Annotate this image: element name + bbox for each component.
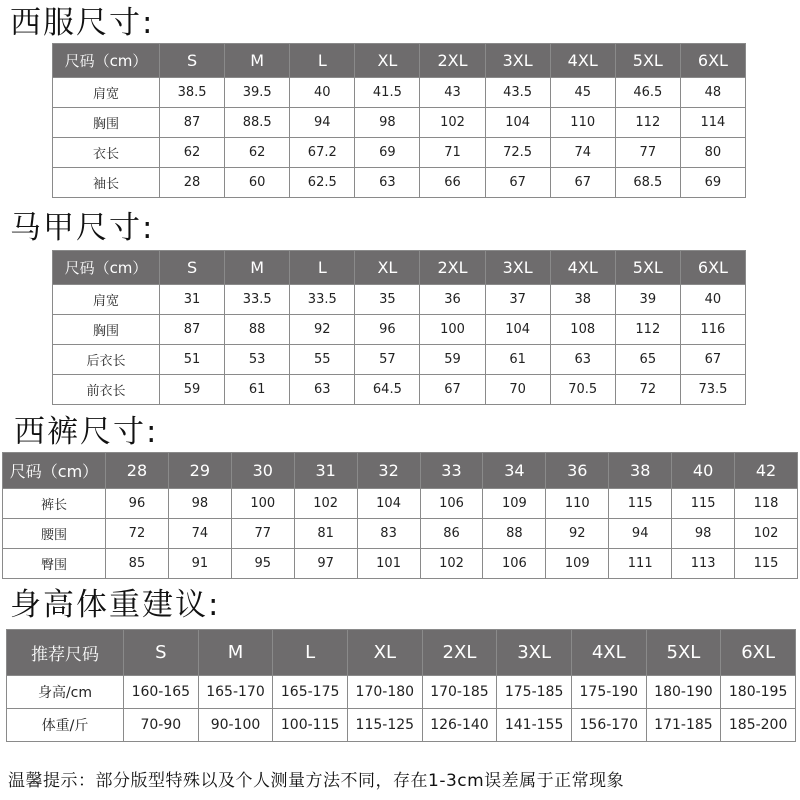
table-cell: 35 [355,285,420,315]
column-header: 4XL [550,44,615,78]
column-header: L [290,251,355,285]
table-cell: 87 [160,108,225,138]
table-cell: 72 [615,375,680,405]
table-row [53,138,746,168]
column-header: XL [347,630,422,676]
table-cell: 98 [672,519,735,549]
table-cell: 114 [680,108,745,138]
table-cell: 95 [231,549,294,579]
table-row [3,519,798,549]
table-cell: 175-185 [497,676,572,709]
table-cell: 48 [680,78,745,108]
table-cell: 88 [483,519,546,549]
table-cell: 102 [735,519,798,549]
table-cell: 62.5 [290,168,355,198]
column-header: 42 [735,453,798,489]
table-cell: 104 [485,108,550,138]
table-cell: 156-170 [571,709,646,742]
table-cell: 61 [225,375,290,405]
table-row [53,375,746,405]
table-header-row [53,251,746,285]
table-cell: 111 [609,549,672,579]
table-cell: 67 [550,168,615,198]
table-cell: 57 [355,345,420,375]
column-header: S [160,251,225,285]
row-label: 身高/cm [7,676,124,709]
table-cell: 100-115 [273,709,348,742]
table-cell: 38.5 [160,78,225,108]
table-cell: 90-100 [198,709,273,742]
table-cell: 71 [420,138,485,168]
table-cell: 94 [290,108,355,138]
table-cell: 73.5 [680,375,745,405]
column-header: S [124,630,199,676]
table-row [7,709,796,742]
table-cell: 108 [550,315,615,345]
column-header: 3XL [497,630,572,676]
table-cell: 113 [672,549,735,579]
table-cell: 104 [485,315,550,345]
table-row [53,108,746,138]
column-header: 34 [483,453,546,489]
table-cell: 45 [550,78,615,108]
row-label: 袖长 [53,168,160,198]
table-cell: 67.2 [290,138,355,168]
table-cell: 118 [735,489,798,519]
column-header: XL [355,251,420,285]
table-cell: 180-195 [721,676,796,709]
table-cell: 63 [290,375,355,405]
table-row [53,345,746,375]
table-cell: 112 [615,108,680,138]
column-header: 3XL [485,251,550,285]
table-cell: 102 [420,108,485,138]
table-corner-label: 尺码（cm） [53,251,160,285]
table-corner-label: 推荐尺码 [7,630,124,676]
table-cell: 102 [294,489,357,519]
row-label: 后衣长 [53,345,160,375]
table-cell: 62 [225,138,290,168]
table-corner-label: 尺码（cm） [3,453,106,489]
table-cell: 46.5 [615,78,680,108]
vest-size-title: 马甲尺寸: [10,210,155,246]
table-cell: 53 [225,345,290,375]
row-label: 胸围 [53,108,160,138]
row-label: 臀围 [3,549,106,579]
column-header: 3XL [485,44,550,78]
table-cell: 67 [680,345,745,375]
column-header: 5XL [615,251,680,285]
table-cell: 67 [420,375,485,405]
table-cell: 69 [355,138,420,168]
column-header: 5XL [615,44,680,78]
table-header-row [3,453,798,489]
table-cell: 74 [168,519,231,549]
table-cell: 104 [357,489,420,519]
table-cell: 115 [672,489,735,519]
jacket-size-table [52,43,746,198]
table-cell: 100 [231,489,294,519]
column-header: L [273,630,348,676]
table-cell: 109 [546,549,609,579]
column-header: S [160,44,225,78]
table-cell: 175-190 [571,676,646,709]
table-cell: 185-200 [721,709,796,742]
column-header: M [198,630,273,676]
table-cell: 70.5 [550,375,615,405]
table-cell: 171-185 [646,709,721,742]
table-cell: 115 [735,549,798,579]
table-cell: 96 [355,315,420,345]
column-header: 29 [168,453,231,489]
column-header: 4XL [571,630,646,676]
table-cell: 43.5 [485,78,550,108]
table-cell: 115-125 [347,709,422,742]
table-cell: 81 [294,519,357,549]
table-cell: 39.5 [225,78,290,108]
column-header: 2XL [420,44,485,78]
table-cell: 74 [550,138,615,168]
column-header: 40 [672,453,735,489]
table-cell: 72.5 [485,138,550,168]
table-cell: 62 [160,138,225,168]
table-cell: 85 [106,549,169,579]
table-cell: 36 [420,285,485,315]
table-cell: 165-170 [198,676,273,709]
table-cell: 67 [485,168,550,198]
table-cell: 28 [160,168,225,198]
table-cell: 65 [615,345,680,375]
column-header: 32 [357,453,420,489]
table-cell: 70-90 [124,709,199,742]
table-cell: 64.5 [355,375,420,405]
table-cell: 180-190 [646,676,721,709]
table-cell: 92 [290,315,355,345]
column-header: XL [355,44,420,78]
column-header: M [225,44,290,78]
pants-size-title: 西裤尺寸: [14,414,159,450]
recommendation-title: 身高体重建议: [10,587,221,623]
table-cell: 96 [106,489,169,519]
column-header: L [290,44,355,78]
table-cell: 72 [106,519,169,549]
table-cell: 88.5 [225,108,290,138]
table-cell: 98 [355,108,420,138]
row-label: 腰围 [3,519,106,549]
table-cell: 170-180 [347,676,422,709]
column-header: 30 [231,453,294,489]
table-cell: 69 [680,168,745,198]
table-cell: 115 [609,489,672,519]
column-header: 2XL [422,630,497,676]
table-cell: 98 [168,489,231,519]
table-cell: 88 [225,315,290,345]
row-label: 体重/斤 [7,709,124,742]
column-header: 28 [106,453,169,489]
table-header-row [7,630,796,676]
column-header: 6XL [680,251,745,285]
table-cell: 51 [160,345,225,375]
table-cell: 112 [615,315,680,345]
table-cell: 106 [483,549,546,579]
table-cell: 39 [615,285,680,315]
table-cell: 40 [680,285,745,315]
table-cell: 97 [294,549,357,579]
table-cell: 160-165 [124,676,199,709]
row-label: 衣长 [53,138,160,168]
column-header: 33 [420,453,483,489]
table-corner-label: 尺码（cm） [53,44,160,78]
table-cell: 80 [680,138,745,168]
table-cell: 92 [546,519,609,549]
table-cell: 31 [160,285,225,315]
table-cell: 59 [420,345,485,375]
table-cell: 87 [160,315,225,345]
table-cell: 61 [485,345,550,375]
table-cell: 68.5 [615,168,680,198]
row-label: 裤长 [3,489,106,519]
column-header: 36 [546,453,609,489]
table-cell: 102 [420,549,483,579]
table-row [53,285,746,315]
table-cell: 91 [168,549,231,579]
table-cell: 77 [231,519,294,549]
table-cell: 94 [609,519,672,549]
row-label: 胸围 [53,315,160,345]
table-cell: 106 [420,489,483,519]
tip-note: 温馨提示：部分版型特殊以及个人测量方法不同，存在1-3cm误差属于正常现象 [8,771,625,791]
table-row [3,489,798,519]
table-cell: 83 [357,519,420,549]
pants-size-table [2,452,798,579]
row-label: 前衣长 [53,375,160,405]
table-cell: 116 [680,315,745,345]
table-cell: 63 [550,345,615,375]
column-header: 2XL [420,251,485,285]
table-cell: 41.5 [355,78,420,108]
row-label: 肩宽 [53,285,160,315]
table-cell: 109 [483,489,546,519]
table-cell: 40 [290,78,355,108]
table-cell: 170-185 [422,676,497,709]
row-label: 肩宽 [53,78,160,108]
table-cell: 60 [225,168,290,198]
table-header-row [53,44,746,78]
column-header: 4XL [550,251,615,285]
table-cell: 33.5 [225,285,290,315]
table-cell: 100 [420,315,485,345]
column-header: 6XL [721,630,796,676]
table-row [3,549,798,579]
table-cell: 63 [355,168,420,198]
table-cell: 101 [357,549,420,579]
column-header: 6XL [680,44,745,78]
table-cell: 59 [160,375,225,405]
vest-size-table [52,250,746,405]
table-cell: 70 [485,375,550,405]
table-cell: 38 [550,285,615,315]
table-row [53,315,746,345]
table-row [53,168,746,198]
table-cell: 86 [420,519,483,549]
table-cell: 37 [485,285,550,315]
table-cell: 110 [550,108,615,138]
table-cell: 66 [420,168,485,198]
table-cell: 43 [420,78,485,108]
column-header: 31 [294,453,357,489]
column-header: 5XL [646,630,721,676]
height-weight-table [6,629,796,742]
table-cell: 77 [615,138,680,168]
jacket-size-title: 西服尺寸: [10,5,155,41]
table-cell: 126-140 [422,709,497,742]
table-cell: 55 [290,345,355,375]
table-cell: 141-155 [497,709,572,742]
table-cell: 33.5 [290,285,355,315]
table-cell: 165-175 [273,676,348,709]
column-header: M [225,251,290,285]
table-cell: 110 [546,489,609,519]
table-row [7,676,796,709]
table-row [53,78,746,108]
column-header: 38 [609,453,672,489]
